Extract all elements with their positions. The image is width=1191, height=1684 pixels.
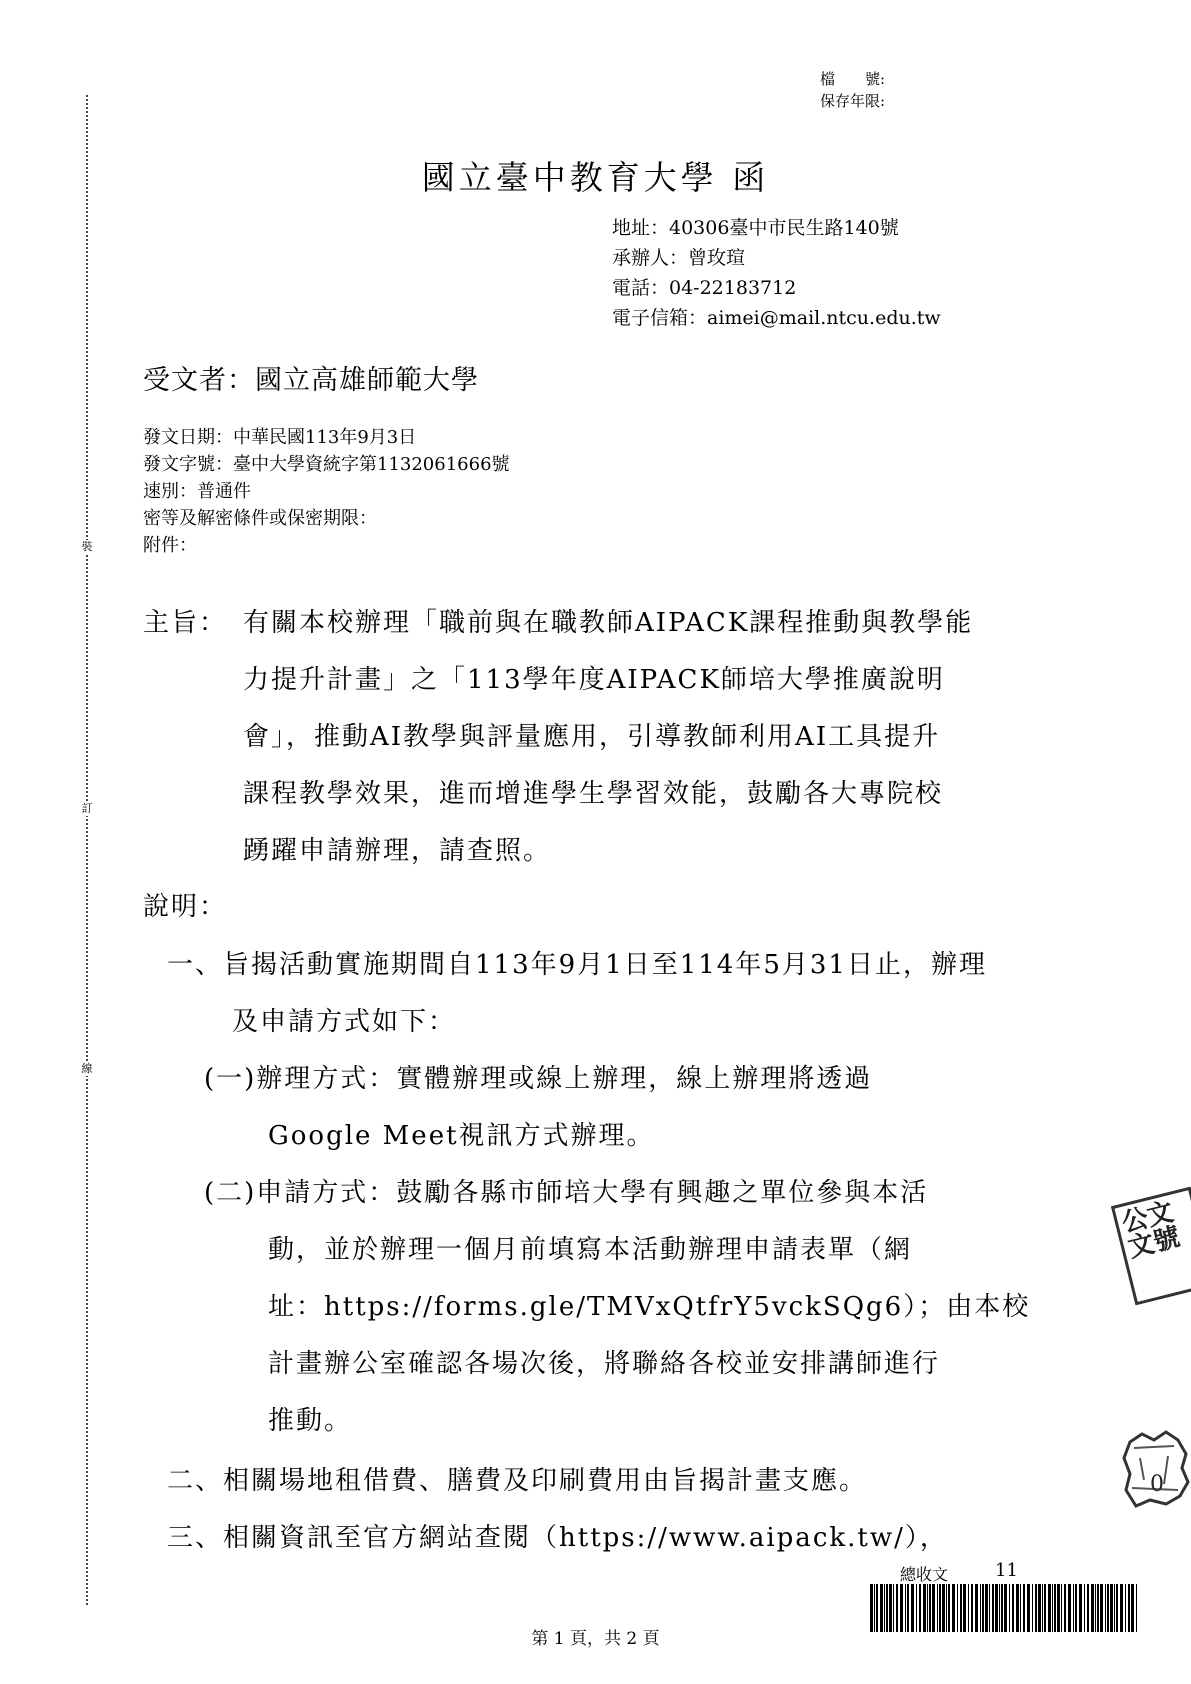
document-number: 發文字號：臺中大學資統字第1132061666號 xyxy=(143,454,510,475)
binding-mark-line: 線 xyxy=(81,1062,93,1075)
delivery-speed: 速別：普通件 xyxy=(143,481,251,502)
explanation-subitem-1-cont: Google Meet視訊方式辦理。 xyxy=(268,1121,655,1151)
seal-stamp-shape xyxy=(1120,1428,1190,1510)
explanation-subitem-2: (二)申請方式：鼓勵各縣市師培大學有興趣之單位參與本活 xyxy=(204,1178,929,1208)
contact-block xyxy=(612,213,941,333)
explanation-subitem-2-cont: 推動。 xyxy=(268,1406,353,1436)
handler-name: 承辦人：曾玫瑄 xyxy=(612,247,746,269)
subject-line: 會」，推動AI教學與評量應用，引導教師利用AI工具提升 xyxy=(243,722,941,752)
explanation-subitem-2-cont: 計畫辦公室確認各場次後，將聯絡各校並安排講師進行 xyxy=(268,1349,941,1379)
retention-period-label: 保存年限: xyxy=(820,92,886,110)
explanation-item-1-cont: 及申請方式如下： xyxy=(232,1007,457,1037)
issue-date: 發文日期：中華民國113年9月3日 xyxy=(143,427,417,448)
seal-stamp-text: 0 xyxy=(1150,1472,1164,1497)
recipient: 受文者：國立高雄師範大學 xyxy=(143,365,479,396)
file-number-label: 檔 號: xyxy=(820,70,886,88)
sender-address: 地址：40306臺中市民生路140號 xyxy=(612,217,899,239)
subject-line: 力提升計畫」之「113學年度AIPACK師培大學推廣說明 xyxy=(243,665,945,695)
attachment-label: 附件： xyxy=(143,535,197,556)
explanation-item-2: 二、相關場地租借費、膳費及印刷費用由旨揭計畫支應。 xyxy=(167,1466,868,1496)
subject-line: 踴躍申請辦理，請查照。 xyxy=(243,836,552,866)
explanation-subitem-1: (一)辦理方式：實體辦理或線上辦理，線上辦理將透過 xyxy=(204,1064,873,1094)
explanation-item-3: 三、相關資訊至官方網站查閱（https://www.aipack.tw/）， xyxy=(167,1523,948,1553)
security-level: 密等及解密條件或保密期限： xyxy=(143,508,377,529)
binding-mark-bind: 裝 xyxy=(81,540,93,553)
subject-label: 主旨： xyxy=(143,608,228,638)
explanation-label: 說明： xyxy=(143,892,228,922)
subject-line: 有關本校辦理「職前與在職教師AIPACK課程推動與教學能 xyxy=(243,608,974,638)
email-address: 電子信箱：aimei@mail.ntcu.edu.tw xyxy=(612,307,941,329)
document-title: 國立臺中教育大學 函 xyxy=(421,158,770,197)
explanation-item-1: 一、旨揭活動實施期間自113年9月1日至114年5月31日止，辦理 xyxy=(167,950,987,980)
seal-stamp xyxy=(1120,1428,1190,1510)
phone-number: 電話：04-22183712 xyxy=(612,277,797,299)
serial-label: 總收文 xyxy=(900,1565,949,1584)
document-meta xyxy=(143,424,510,559)
binding-mark-staple: 訂 xyxy=(81,802,93,815)
binding-dotted-line xyxy=(86,95,88,1605)
explanation-subitem-2-url: 址：https://forms.gle/TMVxQtfrY5vckSQg6）；由本校 xyxy=(268,1292,1031,1322)
file-info xyxy=(820,68,885,112)
receipt-stamp xyxy=(1111,1187,1191,1306)
explanation-subitem-2-cont: 動，並於辦理一個月前填寫本活動辦理申請表單（網 xyxy=(268,1235,913,1265)
subject-line: 課程教學效果，進而增進學生學習效能，鼓勵各大專院校 xyxy=(243,779,944,809)
serial-number: 11 xyxy=(995,1560,1018,1581)
page-number: 第 1 頁，共 2 頁 xyxy=(531,1629,660,1649)
receipt-stamp-text: 公文 文號 xyxy=(1118,1197,1183,1264)
